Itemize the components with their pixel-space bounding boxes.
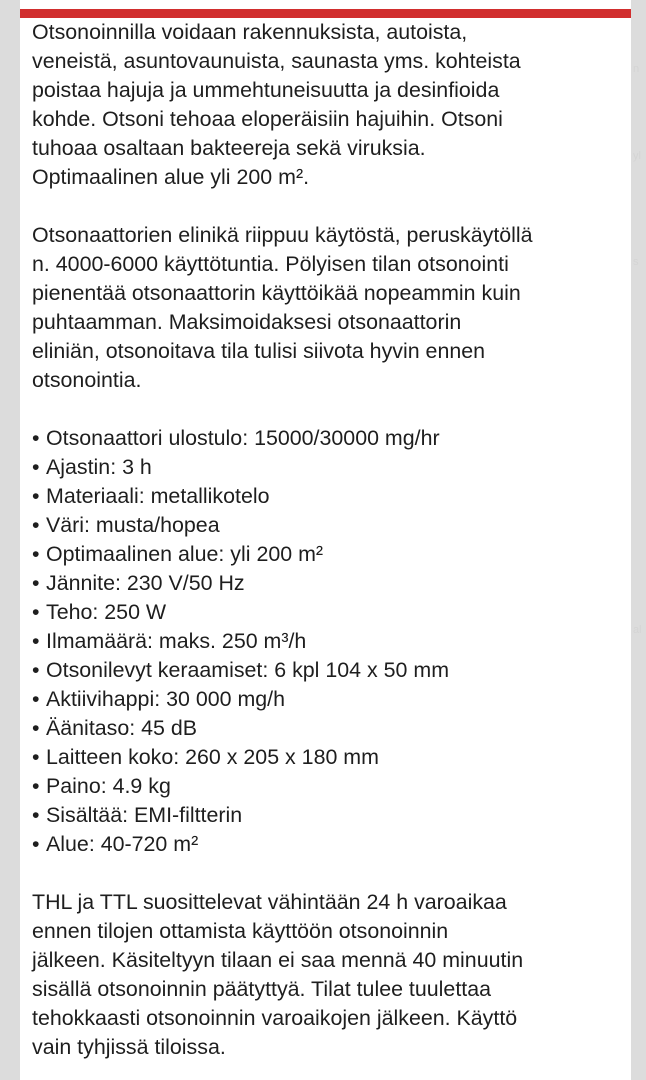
spec-item [32, 424, 626, 453]
spec-text: Otsonaattori ulostulo: 15000/30000 mg/hr [46, 426, 440, 450]
spec-text: Teho: 250 W [46, 600, 167, 624]
bullet-icon: • [32, 745, 40, 769]
bullet-icon: • [32, 687, 40, 711]
spec-text: Paino: 4.9 kg [46, 774, 171, 798]
spec-text: Väri: musta/hopea [46, 513, 220, 537]
spec-item [32, 598, 626, 627]
bullet-icon: • [32, 542, 40, 566]
bullet-icon: • [32, 774, 40, 798]
spec-item [32, 743, 626, 772]
lifetime-paragraph: Otsonaattorien elinikä riippuu käytöstä, peruskäytöllä n. 4000-6000 käyttötuntia. Pölyisen tilan otsonointi pienentää otsonaattorin käyttöikää nopeammin kuin puhtaamman. Maksimoidaksesi otsonaattorin eliniän, otsonoitava tila tulisi siivota hyvin ennen otsonointia. [32, 223, 533, 392]
spec-text: Ajastin: 3 h [46, 455, 152, 479]
spec-item [32, 830, 626, 859]
spec-item [32, 801, 626, 830]
spec-item [32, 685, 626, 714]
side-text-fragment: al [633, 624, 642, 636]
bullet-icon: • [32, 716, 40, 740]
spec-text: Optimaalinen alue: yli 200 m² [46, 542, 324, 566]
accent-bar [20, 9, 631, 18]
safety-paragraph: THL ja TTL suosittelevat vähintään 24 h varoaikaa ennen tilojen ottamista käyttöön otsonoinnin jälkeen. Käsiteltyyn tilaan ei saa mennä 40 minuutin sisällä otsonoinnin päätyttyä. Tilat tulee tuulettaa tehokkaasti otsonoinnin varoaikojen jälkeen. Käyttö vain tyhjissä tiloissa. [32, 890, 524, 1059]
spec-item [32, 540, 626, 569]
spec-text: Sisältää: EMI-filtterin [46, 803, 243, 827]
bullet-icon: • [32, 803, 40, 827]
bullet-icon: • [32, 658, 40, 682]
spec-text: Materiaali: metallikotelo [46, 484, 270, 508]
bullet-icon: • [32, 629, 40, 653]
side-text-fragment: s [633, 256, 639, 268]
spec-text: Äänitaso: 45 dB [46, 716, 198, 740]
paragraph-spacer [32, 395, 626, 424]
spec-list [32, 424, 626, 859]
spec-item [32, 714, 626, 743]
description-content [32, 18, 626, 1062]
bullet-icon: • [32, 455, 40, 479]
spec-item [32, 772, 626, 801]
spec-item [32, 569, 626, 598]
spec-text: Ilmamäärä: maks. 250 m³/h [46, 629, 307, 653]
bullet-icon: • [32, 832, 40, 856]
spec-text: Alue: 40-720 m² [46, 832, 199, 856]
bullet-icon: • [32, 513, 40, 537]
spec-text: Jännite: 230 V/50 Hz [46, 571, 245, 595]
paragraph-spacer [32, 192, 626, 221]
spec-text: Otsonilevyt keraamiset: 6 kpl 104 x 50 mm [46, 658, 450, 682]
spec-item [32, 627, 626, 656]
side-text-fragment: yl [633, 150, 641, 162]
product-description-page [20, 0, 631, 1080]
spec-text: Laitteen koko: 260 x 205 x 180 mm [46, 745, 379, 769]
spec-item [32, 482, 626, 511]
bullet-icon: • [32, 484, 40, 508]
spec-item [32, 656, 626, 685]
spec-item [32, 511, 626, 540]
bullet-icon: • [32, 426, 40, 450]
paragraph-spacer [32, 859, 626, 888]
bullet-icon: • [32, 571, 40, 595]
side-text-fragment: n [633, 63, 640, 75]
spec-text: Aktiivihappi: 30 000 mg/h [46, 687, 286, 711]
spec-item [32, 453, 626, 482]
intro-paragraph: Otsonoinnilla voidaan rakennuksista, autoista, veneistä, asuntovaunuista, saunasta yms. kohteista poistaa hajuja ja ummehtuneisuutta ja desinfioida kohde. Otsoni tehoaa eloperäisiin hajuihin. Otsoni tuhoaa osaltaan bakteereja sekä viruksia. Optimaalinen alue yli 200 m². [32, 20, 521, 189]
bullet-icon: • [32, 600, 40, 624]
